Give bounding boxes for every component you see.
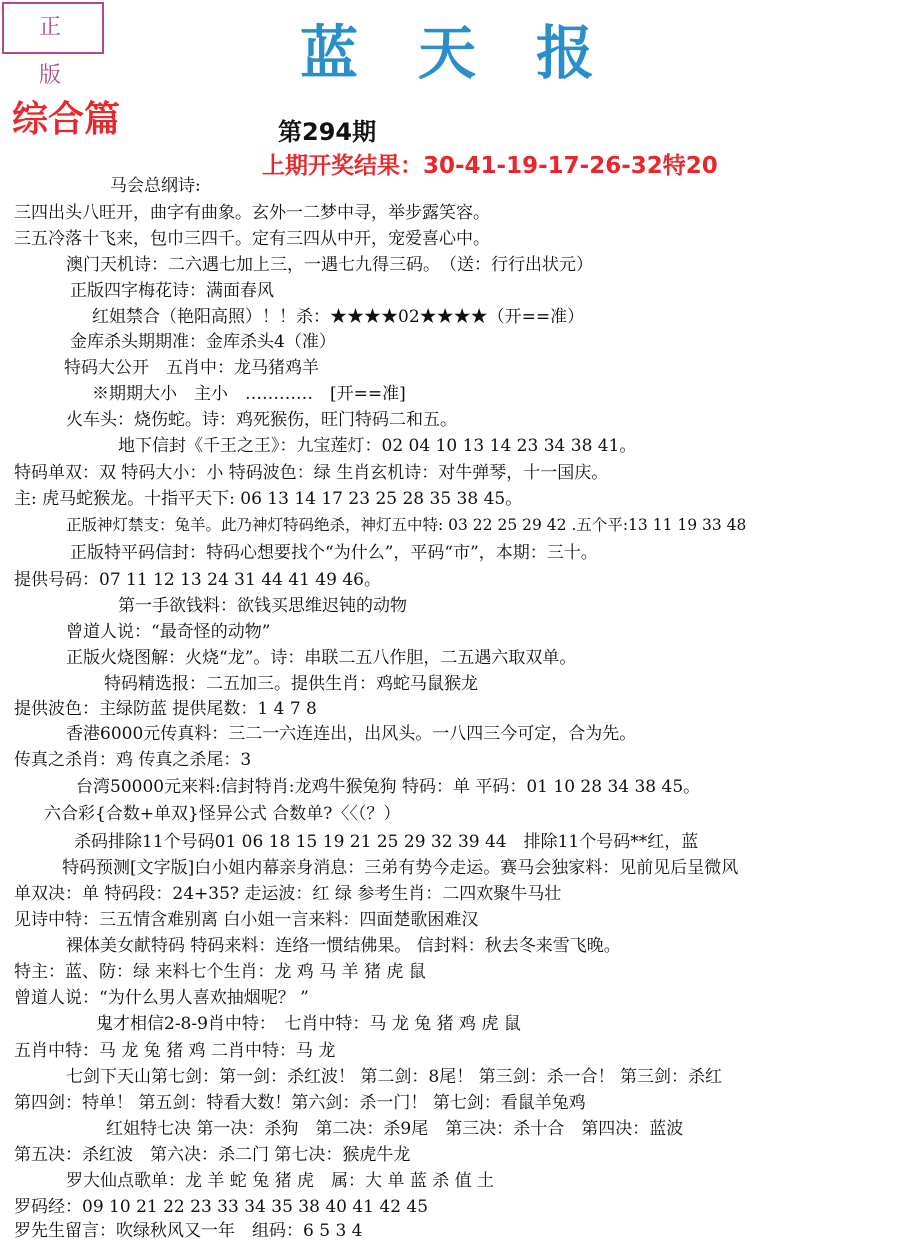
text-line: 杀码排除11个号码01 06 18 15 19 21 25 29 32 39 44 排除11个号码**红，蓝 xyxy=(74,832,699,852)
text-line: 单双决：单 特码段：24+35? 走运波：红 绿 参考生肖：二四欢聚牛马壮 xyxy=(14,884,562,904)
text-line: 曾道人说：“为什么男人喜欢抽烟呢？ ” xyxy=(14,988,309,1008)
text-line: 见诗中特：三五情含难别离 白小姐一言来料：四面楚歌困难汉 xyxy=(14,910,479,930)
text-line: 曾道人说：“最奇怪的动物” xyxy=(66,622,271,642)
text-line: 香港6000元传真料：三二一六连连出，出风头。一八四三今可定，合为先。 xyxy=(66,724,637,744)
text-line: 火车头：烧伤蛇。诗：鸡死猴伤，旺门特码二和五。 xyxy=(66,410,457,430)
text-line: 第四剑：特单！ 第五剑：特看大数！第六剑：杀一门！ 第七剑：看鼠羊兔鸡 xyxy=(14,1093,586,1113)
text-line: 七剑下天山第七剑：第一剑：杀红波！ 第二剑：8尾！ 第三剑：杀一合！ 第三剑：杀红 xyxy=(66,1067,723,1087)
text-line: 金库杀头期期准：金库杀头4（准） xyxy=(70,332,336,352)
text-line: 提供波色：主绿防蓝 提供尾数：1 4 7 8 xyxy=(14,699,317,719)
text-line: 正版四字梅花诗：满面春风 xyxy=(70,281,274,301)
text-line: 正版火烧图解：火烧“龙”。诗：串联二五八作胆，二五遇六取双单。 xyxy=(66,648,577,668)
text-line: 三四出头八旺开，曲字有曲象。玄外一二梦中寻，举步露笑容。 xyxy=(14,203,490,223)
issue-number: 第294期 xyxy=(278,118,377,146)
text-line: 地下信封《千王之王》：九宝莲灯：02 04 10 13 14 23 34 38 41。 xyxy=(118,436,637,456)
genuine-stamp: 正 版 xyxy=(2,2,104,54)
text-line: 澳门天机诗：二六遇七加上三，一遇七九得三码。 （送：行行出状元） xyxy=(66,255,593,275)
text-line: 第一手欲钱料：欲钱买思维迟钝的动物 xyxy=(118,596,407,616)
text-line: 特码单双：双 特码大小：小 特码波色：绿 生肖玄机诗：对牛弹琴，十一国庆。 xyxy=(14,463,609,483)
text-line: 马会总纲诗: xyxy=(110,176,201,196)
text-line: 正版神灯禁支：兔羊。此乃神灯特码绝杀，神灯五中特: 03 22 25 29 42 .五个平:13 11 19 33 48 xyxy=(66,516,747,534)
text-line: 红姐禁合（艳阳高照）！！杀：★★★★02★★★★（开==准） xyxy=(92,307,585,327)
text-line: 鬼才相信2-8-9肖中特： 七肖中特：马 龙 兔 猪 鸡 虎 鼠 xyxy=(96,1014,521,1034)
text-line: 特码精选报：二五加三。提供生肖：鸡蛇马鼠猴龙 xyxy=(104,674,478,694)
text-line: 台湾50000元来料:信封特肖:龙鸡牛猴兔狗 特码：单 平码：01 10 28 34 38 45。 xyxy=(76,777,701,797)
text-line: 三五冷落十飞来，包巾三四千。定有三四从中开，宠爱喜心中。 xyxy=(14,229,490,249)
masthead-title: 蓝天报 xyxy=(300,19,655,87)
text-line: ※期期大小 主小 ………… [开==准] xyxy=(92,384,406,404)
text-line: 罗大仙点歌单：龙 羊 蛇 兔 猪 虎 属：大 单 蓝 杀 值 土 xyxy=(66,1171,495,1191)
text-line: 裸体美女献特码 特码来料：连络一惯结佛果。 信封料：秋去冬来雪飞晚。 xyxy=(66,936,621,956)
text-line: 传真之杀肖：鸡 传真之杀尾：3 xyxy=(14,750,252,770)
last-draw-result: 上期开奖结果：30-41-19-17-26-32特20 xyxy=(262,153,718,179)
text-line: 特码大公开 五肖中：龙马猪鸡羊 xyxy=(64,358,319,378)
section-title: 综合篇 xyxy=(12,98,121,140)
text-line: 提供号码：07 11 12 13 24 31 44 41 49 46。 xyxy=(14,570,381,590)
text-line: 罗码经：09 10 21 22 23 33 34 35 38 40 41 42 45 xyxy=(14,1197,429,1217)
text-line: 六合彩{合数+单双}怪异公式 合数单?〈〈（？） xyxy=(44,804,401,824)
text-line: 主: 虎马蛇猴龙。十指平天下: 06 13 14 17 23 25 28 35 38 45。 xyxy=(14,489,523,509)
text-line: 正版特平码信封：特码心想要找个“为什么”，平码“市”，本期：三十。 xyxy=(70,543,598,563)
text-line: 特主：蓝、防：绿 来料七个生肖：龙 鸡 马 羊 猪 虎 鼠 xyxy=(14,962,426,982)
text-line: 特码预测[文字版]白小姐内幕亲身消息：三弟有势今走运。赛马会独家料：见前见后呈微风 xyxy=(62,858,739,878)
text-line: 五肖中特：马 龙 兔 猪 鸡 二肖中特：马 龙 xyxy=(14,1041,336,1061)
text-line: 罗先生留言：吹绿秋风又一年 组码：6 5 3 4 xyxy=(14,1221,363,1241)
text-line: 红姐特七决 第一决：杀狗 第二决：杀9尾 第三决：杀十合 第四决：蓝波 xyxy=(106,1119,684,1139)
text-line: 第五决：杀红波 第六决：杀二门 第七决：猴虎牛龙 xyxy=(14,1145,411,1165)
